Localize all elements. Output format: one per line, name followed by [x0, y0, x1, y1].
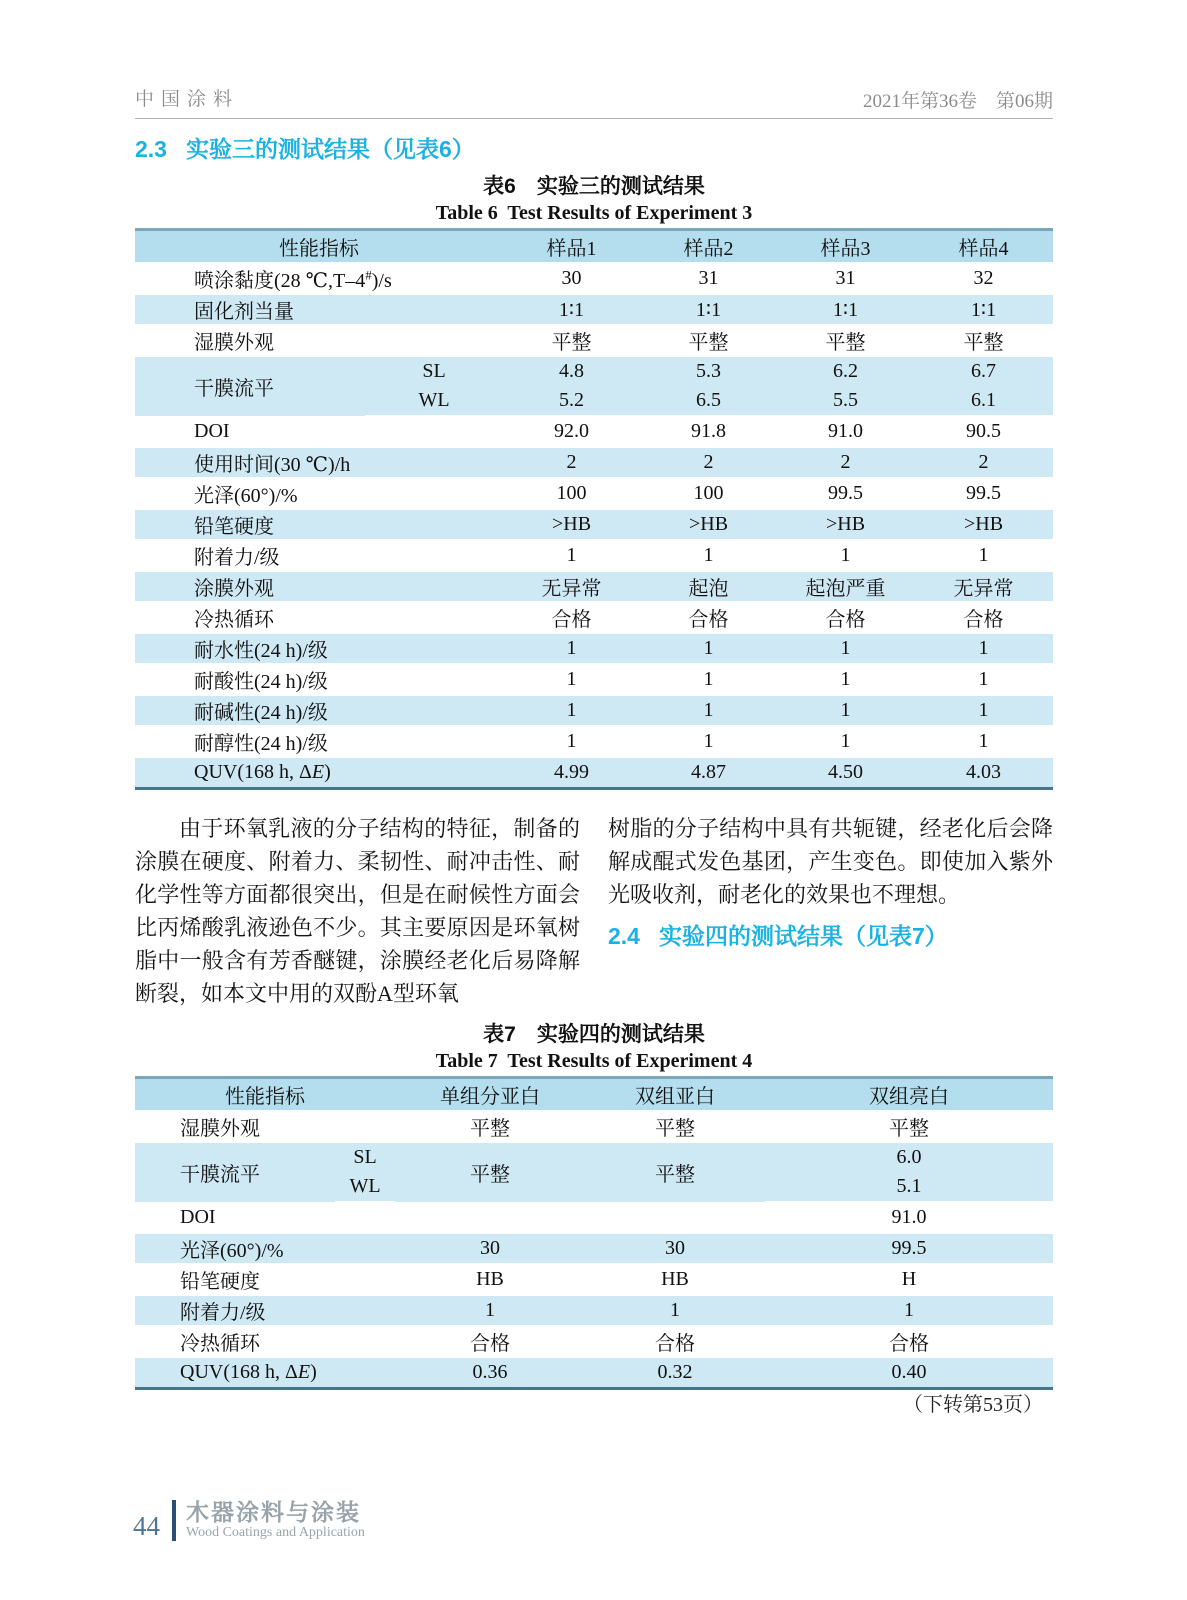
row-label: 湿膜外观 — [180, 1118, 260, 1140]
cell-value: 2 — [640, 447, 777, 478]
footer-journal-cn: 木器涂料与涂装 — [186, 1499, 361, 1525]
cell-value: 100 — [693, 482, 724, 504]
t6-row-alkali-resistance — [135, 695, 1053, 726]
cell-value: 1 — [703, 730, 714, 752]
row-label: 附着力/级 — [194, 547, 280, 569]
cell-value: 合格 — [551, 609, 592, 631]
cell-value: 4.8 — [503, 356, 640, 386]
t6-row-pot-life — [135, 447, 1053, 478]
cell-value: 0.40 — [765, 1357, 1053, 1389]
cell-value: 1 — [566, 730, 577, 752]
cell-value — [585, 1202, 765, 1233]
label-part: QUV(168 h, Δ — [180, 1361, 298, 1383]
t7-row-doi — [135, 1202, 1053, 1233]
row-label: 涂膜外观 — [135, 571, 503, 602]
journal-name: 中国涂料 — [135, 89, 240, 110]
t7-row-thermal-cycle — [135, 1326, 1053, 1357]
label-italic: E — [297, 1361, 311, 1383]
cell-value: 1 — [703, 668, 714, 690]
paragraph-right-column: 树脂的分子结构中具有共轭键，经老化后会降解成醌式发色基团，产生变色。即使加入紫外光吸收剂，耐老化的效果也不理想。 — [608, 816, 1053, 907]
t7-header-row — [135, 1078, 1053, 1112]
cell-value — [395, 1202, 585, 1233]
cell-value: 合格 — [655, 1333, 695, 1355]
label-part: QUV(168 h, Δ — [194, 761, 312, 783]
row-label: 冷热循环 — [194, 609, 274, 631]
cell-value: HB — [476, 1268, 504, 1290]
cell-value: 92.0 — [554, 420, 590, 442]
cell-value: 99.5 — [828, 482, 864, 504]
cell-value: 1∶1 — [640, 294, 777, 325]
cell-value: 1∶1 — [777, 294, 914, 325]
issue-info: 2021年第36卷 第06期 — [862, 91, 1053, 112]
t6-header-col: 样品1 — [503, 230, 640, 264]
cell-value: 30 — [395, 1233, 585, 1264]
section-number: 2.3 — [135, 136, 167, 162]
t6-row-wet-film — [135, 325, 1053, 356]
cell-value: 1 — [978, 544, 989, 566]
cell-value: 91.0 — [828, 420, 864, 442]
sub-label: SL — [365, 356, 503, 386]
cell-value: 4.87 — [640, 757, 777, 789]
cell-value: 4.50 — [777, 757, 914, 789]
cell-value: 1 — [640, 633, 777, 664]
cell-value: 1 — [777, 695, 914, 726]
t6-row-thermal-cycle — [135, 602, 1053, 633]
cell-value: 1 — [914, 633, 1053, 664]
cell-value: 1 — [703, 544, 714, 566]
page-footer — [133, 1500, 365, 1541]
cell-value: 0.36 — [395, 1357, 585, 1389]
cell-value: >HB — [777, 509, 914, 540]
cell-value: 1 — [978, 730, 989, 752]
cell-value: 平整 — [551, 332, 592, 354]
cell-value: 6.2 — [777, 356, 914, 386]
cell-value: 30 — [561, 267, 582, 289]
table6-caption-cn: 表6 实验三的测试结果 — [483, 175, 705, 198]
cell-value: 起泡严重 — [777, 571, 914, 602]
cell-value: 平整 — [825, 332, 866, 354]
t6-header-row — [135, 230, 1053, 264]
cell-value: 6.0 — [765, 1142, 1053, 1172]
continuation-note: （下转第53页） — [903, 1394, 1043, 1416]
cell-value: 1 — [566, 668, 577, 690]
cell-value: 91.8 — [691, 420, 727, 442]
t7-row-leveling-sl — [135, 1142, 1053, 1172]
row-label: 铅笔硬度 — [135, 509, 503, 540]
table6 — [135, 228, 1053, 790]
label-part: 喷涂黏度(28 ℃,T–4 — [194, 270, 366, 292]
label-sup: # — [365, 267, 372, 283]
row-label: 耐碱性(24 h)/级 — [135, 695, 503, 726]
cell-value: 2 — [777, 447, 914, 478]
t7-header-perf: 性能指标 — [135, 1078, 395, 1112]
cell-value: HB — [661, 1268, 689, 1290]
cell-value: 平整 — [889, 1118, 929, 1140]
section-heading-2-3 — [135, 131, 475, 164]
cell-value: 1 — [503, 633, 640, 664]
t6-row-leveling-sl — [135, 356, 1053, 386]
cell-value: 2 — [914, 447, 1053, 478]
cell-value: 1 — [978, 668, 989, 690]
row-label: 耐水性(24 h)/级 — [135, 633, 503, 664]
section-title: 实验三的测试结果（见表6） — [185, 136, 475, 162]
t6-row-alcohol-resistance — [135, 726, 1053, 757]
table7-caption-en: Table 7 Test Results of Experiment 4 — [435, 1050, 753, 1072]
t7-row-gloss — [135, 1233, 1053, 1264]
cell-value: 5.3 — [640, 356, 777, 386]
cell-value: 30 — [585, 1233, 765, 1264]
t7-row-quv — [135, 1357, 1053, 1389]
t6-row-gloss — [135, 478, 1053, 509]
cell-value: 5.2 — [503, 386, 640, 416]
cell-value: 99.5 — [966, 482, 1002, 504]
cell-value: 1 — [840, 544, 851, 566]
cell-value: 31 — [698, 267, 719, 289]
sub-label: SL — [335, 1142, 395, 1172]
cell-value: 起泡 — [640, 571, 777, 602]
cell-value: 1 — [566, 544, 577, 566]
cell-value: 1 — [840, 668, 851, 690]
cell-value: 平整 — [963, 332, 1004, 354]
cell-value: 6.1 — [914, 386, 1053, 416]
label-part: ) — [324, 761, 331, 783]
t6-header-col: 样品4 — [914, 230, 1053, 264]
cell-value: 99.5 — [765, 1233, 1053, 1264]
page-number: 44 — [133, 1511, 160, 1541]
cell-value: 1 — [765, 1295, 1053, 1326]
cell-value: 4.99 — [503, 757, 640, 789]
header-rule — [135, 118, 1053, 119]
t6-row-acid-resistance — [135, 664, 1053, 695]
cell-value: 平整 — [585, 1142, 765, 1202]
cell-value: 6.7 — [914, 356, 1053, 386]
cell-value: 无异常 — [503, 571, 640, 602]
cell-value: 2 — [503, 447, 640, 478]
cell-value: 5.1 — [765, 1172, 1053, 1202]
sub-label: WL — [365, 386, 503, 416]
row-label: 光泽(60°)/% — [135, 1233, 395, 1264]
row-label: 耐酸性(24 h)/级 — [194, 671, 328, 693]
t7-header-col: 双组亮白 — [765, 1078, 1053, 1112]
cell-value: 1∶1 — [914, 294, 1053, 325]
footer-divider-bar — [172, 1500, 176, 1541]
row-label: 干膜流平 — [135, 1142, 335, 1202]
t6-row-doi — [135, 416, 1053, 447]
row-label: 铅笔硬度 — [180, 1271, 260, 1293]
cell-value: 1 — [840, 730, 851, 752]
cell-value: 6.5 — [640, 386, 777, 416]
cell-value: 合格 — [825, 609, 866, 631]
row-label: 使用时间(30 ℃)/h — [135, 447, 503, 478]
cell-value: 无异常 — [914, 571, 1053, 602]
label-part: ) — [310, 1361, 317, 1383]
table7-caption-cn: 表7 实验四的测试结果 — [483, 1023, 705, 1046]
t6-row-pencil-hardness — [135, 509, 1053, 540]
cell-value: 合格 — [688, 609, 729, 631]
cell-value: 1 — [914, 695, 1053, 726]
t7-header-col: 单组分亚白 — [395, 1078, 585, 1112]
t6-row-viscosity — [135, 263, 1053, 294]
footer-journal-en: Wood Coatings and Application — [186, 1525, 365, 1540]
row-label: 耐醇性(24 h)/级 — [194, 733, 328, 755]
table6-block — [135, 174, 1053, 790]
cell-value: 合格 — [470, 1333, 510, 1355]
label-part: )/s — [371, 270, 392, 292]
cell-value: 合格 — [889, 1333, 929, 1355]
t6-header-col: 样品2 — [640, 230, 777, 264]
t7-row-adhesion — [135, 1295, 1053, 1326]
cell-value: 平整 — [470, 1118, 510, 1140]
cell-value: 90.5 — [966, 420, 1002, 442]
right-column — [608, 812, 1053, 951]
cell-value: 32 — [973, 267, 994, 289]
cell-value: 0.32 — [585, 1357, 765, 1389]
cell-value: 1 — [395, 1295, 585, 1326]
row-label: DOI — [180, 1206, 216, 1228]
row-label: 冷热循环 — [180, 1333, 260, 1355]
section-heading-2-4 — [608, 918, 1053, 951]
table7-block — [135, 1022, 1053, 1390]
cell-value: 1∶1 — [503, 294, 640, 325]
cell-value: 1 — [585, 1295, 765, 1326]
t6-row-water-resistance — [135, 633, 1053, 664]
t7-header-col: 双组亚白 — [585, 1078, 765, 1112]
row-label: 固化剂当量 — [135, 294, 503, 325]
section-title: 实验四的测试结果（见表7） — [658, 923, 948, 949]
cell-value: 5.5 — [777, 386, 914, 416]
row-label — [135, 757, 503, 789]
t7-row-pencil-hardness — [135, 1264, 1053, 1295]
row-label — [135, 263, 503, 294]
cell-value: >HB — [914, 509, 1053, 540]
section-number: 2.4 — [608, 923, 640, 949]
cell-value: H — [901, 1268, 917, 1290]
cell-value: 1 — [640, 695, 777, 726]
t6-row-film-appearance — [135, 571, 1053, 602]
t6-row-hardener — [135, 294, 1053, 325]
row-label: 湿膜外观 — [194, 332, 274, 354]
cell-value: 平整 — [688, 332, 729, 354]
row-label: 附着力/级 — [135, 1295, 395, 1326]
row-label: 干膜流平 — [135, 356, 365, 416]
paragraph-left-column: 由于环氧乳液的分子结构的特征，制备的涂膜在硬度、附着力、柔韧性、耐冲击性、耐化学性等方面都很突出，但是在耐候性方面会比丙烯酸乳液逊色不少。其主要原因是环氧树脂中一般含有芳香醚键，涂膜经老化后易降解断裂，如本文中用的双酚A型环氧 — [135, 816, 580, 1006]
cell-value: 1 — [503, 695, 640, 726]
cell-value: 100 — [556, 482, 587, 504]
row-label — [135, 1357, 395, 1389]
t6-header-col: 样品3 — [777, 230, 914, 264]
footer-titles — [186, 1500, 365, 1541]
row-label: 光泽(60°)/% — [194, 485, 298, 507]
t7-row-wet-film — [135, 1111, 1053, 1142]
table7 — [135, 1076, 1053, 1390]
row-label: DOI — [194, 420, 230, 442]
cell-value: 4.03 — [914, 757, 1053, 789]
table6-caption-en: Table 6 Test Results of Experiment 3 — [435, 202, 753, 224]
cell-value: 1 — [777, 633, 914, 664]
cell-value: 平整 — [395, 1142, 585, 1202]
t6-row-adhesion — [135, 540, 1053, 571]
cell-value: 平整 — [655, 1118, 695, 1140]
t6-header-perf: 性能指标 — [135, 230, 503, 264]
t6-row-quv — [135, 757, 1053, 789]
sub-label: WL — [335, 1172, 395, 1202]
cell-value: >HB — [640, 509, 777, 540]
label-italic: E — [311, 761, 325, 783]
cell-value: 31 — [835, 267, 856, 289]
cell-value: 合格 — [963, 609, 1004, 631]
cell-value: 91.0 — [891, 1206, 927, 1228]
cell-value: >HB — [503, 509, 640, 540]
